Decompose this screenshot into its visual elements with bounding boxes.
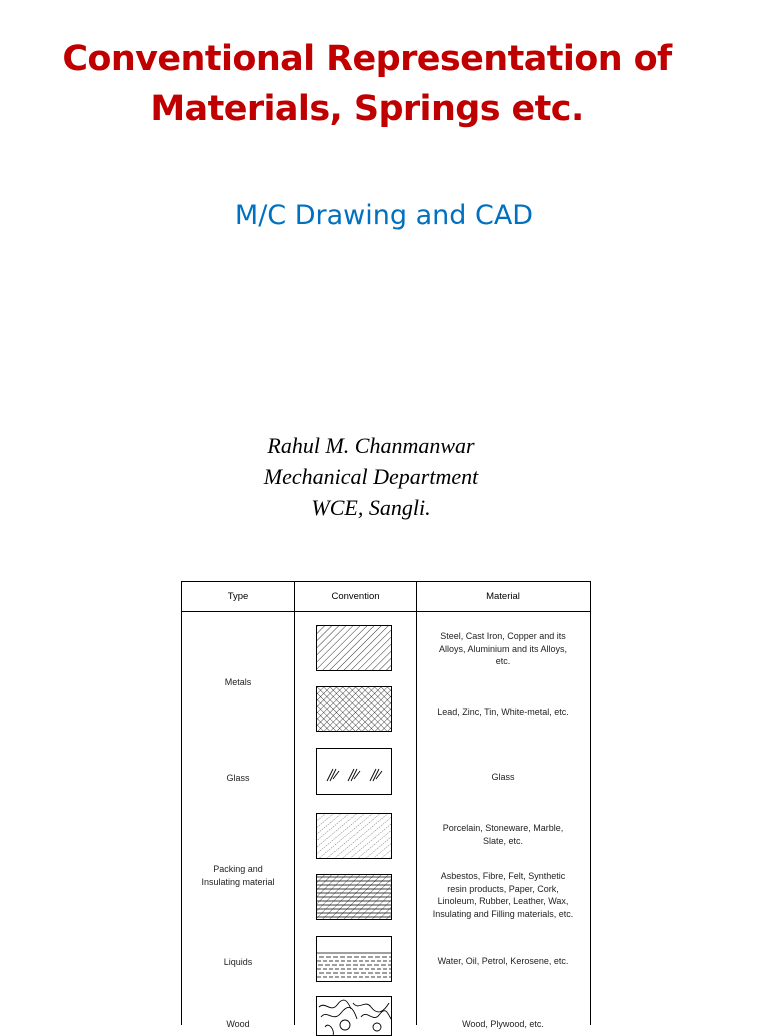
convention-glass-marks <box>316 748 392 795</box>
material-glass: Glass <box>491 772 515 782</box>
convention-dotted-dash <box>316 813 392 859</box>
convention-hatch-with-lines <box>316 874 392 920</box>
header-type: Type <box>227 591 249 602</box>
slide-title-line-1: Conventional Representation of <box>62 39 672 79</box>
material-asbestos <box>417 870 589 920</box>
slide-subtitle: M/C Drawing and CAD <box>234 200 534 231</box>
type-packing-line-1: Packing and <box>213 864 263 874</box>
material-porcelain <box>417 822 589 847</box>
header-divider <box>182 611 590 612</box>
slide-title-line-2: Materials, Springs etc. <box>150 89 584 129</box>
type-wood: Wood <box>226 1019 250 1029</box>
slide-title <box>0 34 734 134</box>
material-wood: Wood, Plywood, etc. <box>462 1019 544 1029</box>
column-divider <box>294 582 295 1025</box>
materials-convention-table <box>181 581 591 1029</box>
material-porcelain-line-1: Porcelain, Stoneware, Marble, <box>442 823 564 833</box>
convention-wood-grain <box>316 996 392 1036</box>
material-asbestos-line-3: Linoleum, Rubber, Leather, Wax, <box>437 896 569 906</box>
author-institute: WCE, Sangli. <box>311 495 431 520</box>
author-department: Mechanical Department <box>263 464 479 489</box>
header-convention: Convention <box>331 591 380 602</box>
material-asbestos-line-2: resin products, Paper, Cork, <box>447 883 559 894</box>
material-steel-line-3: etc. <box>495 656 511 666</box>
type-metals: Metals <box>224 677 252 687</box>
material-lead: Lead, Zinc, Tin, White-metal, etc. <box>437 707 569 717</box>
type-packing-line-2: Insulating material <box>201 876 275 887</box>
author-name: Rahul M. Chanmanwar <box>267 433 475 458</box>
material-asbestos-line-4: Insulating and Filling materials, etc. <box>432 908 574 919</box>
material-porcelain-line-2: Slate, etc. <box>482 835 524 846</box>
author-block <box>0 430 742 523</box>
material-asbestos-line-1: Asbestos, Fibre, Felt, Synthetic <box>440 871 566 881</box>
header-material: Material <box>486 591 520 602</box>
material-steel-line-1: Steel, Cast Iron, Copper and its <box>440 631 566 641</box>
material-steel-line-2: Alloys, Aluminium and its Alloys, <box>438 643 568 654</box>
type-packing <box>182 863 294 888</box>
convention-cross-hatch <box>316 686 392 732</box>
type-liquids: Liquids <box>223 957 253 967</box>
material-water: Water, Oil, Petrol, Kerosene, etc. <box>437 956 569 966</box>
material-steel <box>417 630 589 668</box>
type-glass: Glass <box>226 773 250 783</box>
convention-diagonal-hatch <box>316 625 392 671</box>
convention-dashed-horizontal-lines <box>316 936 392 982</box>
